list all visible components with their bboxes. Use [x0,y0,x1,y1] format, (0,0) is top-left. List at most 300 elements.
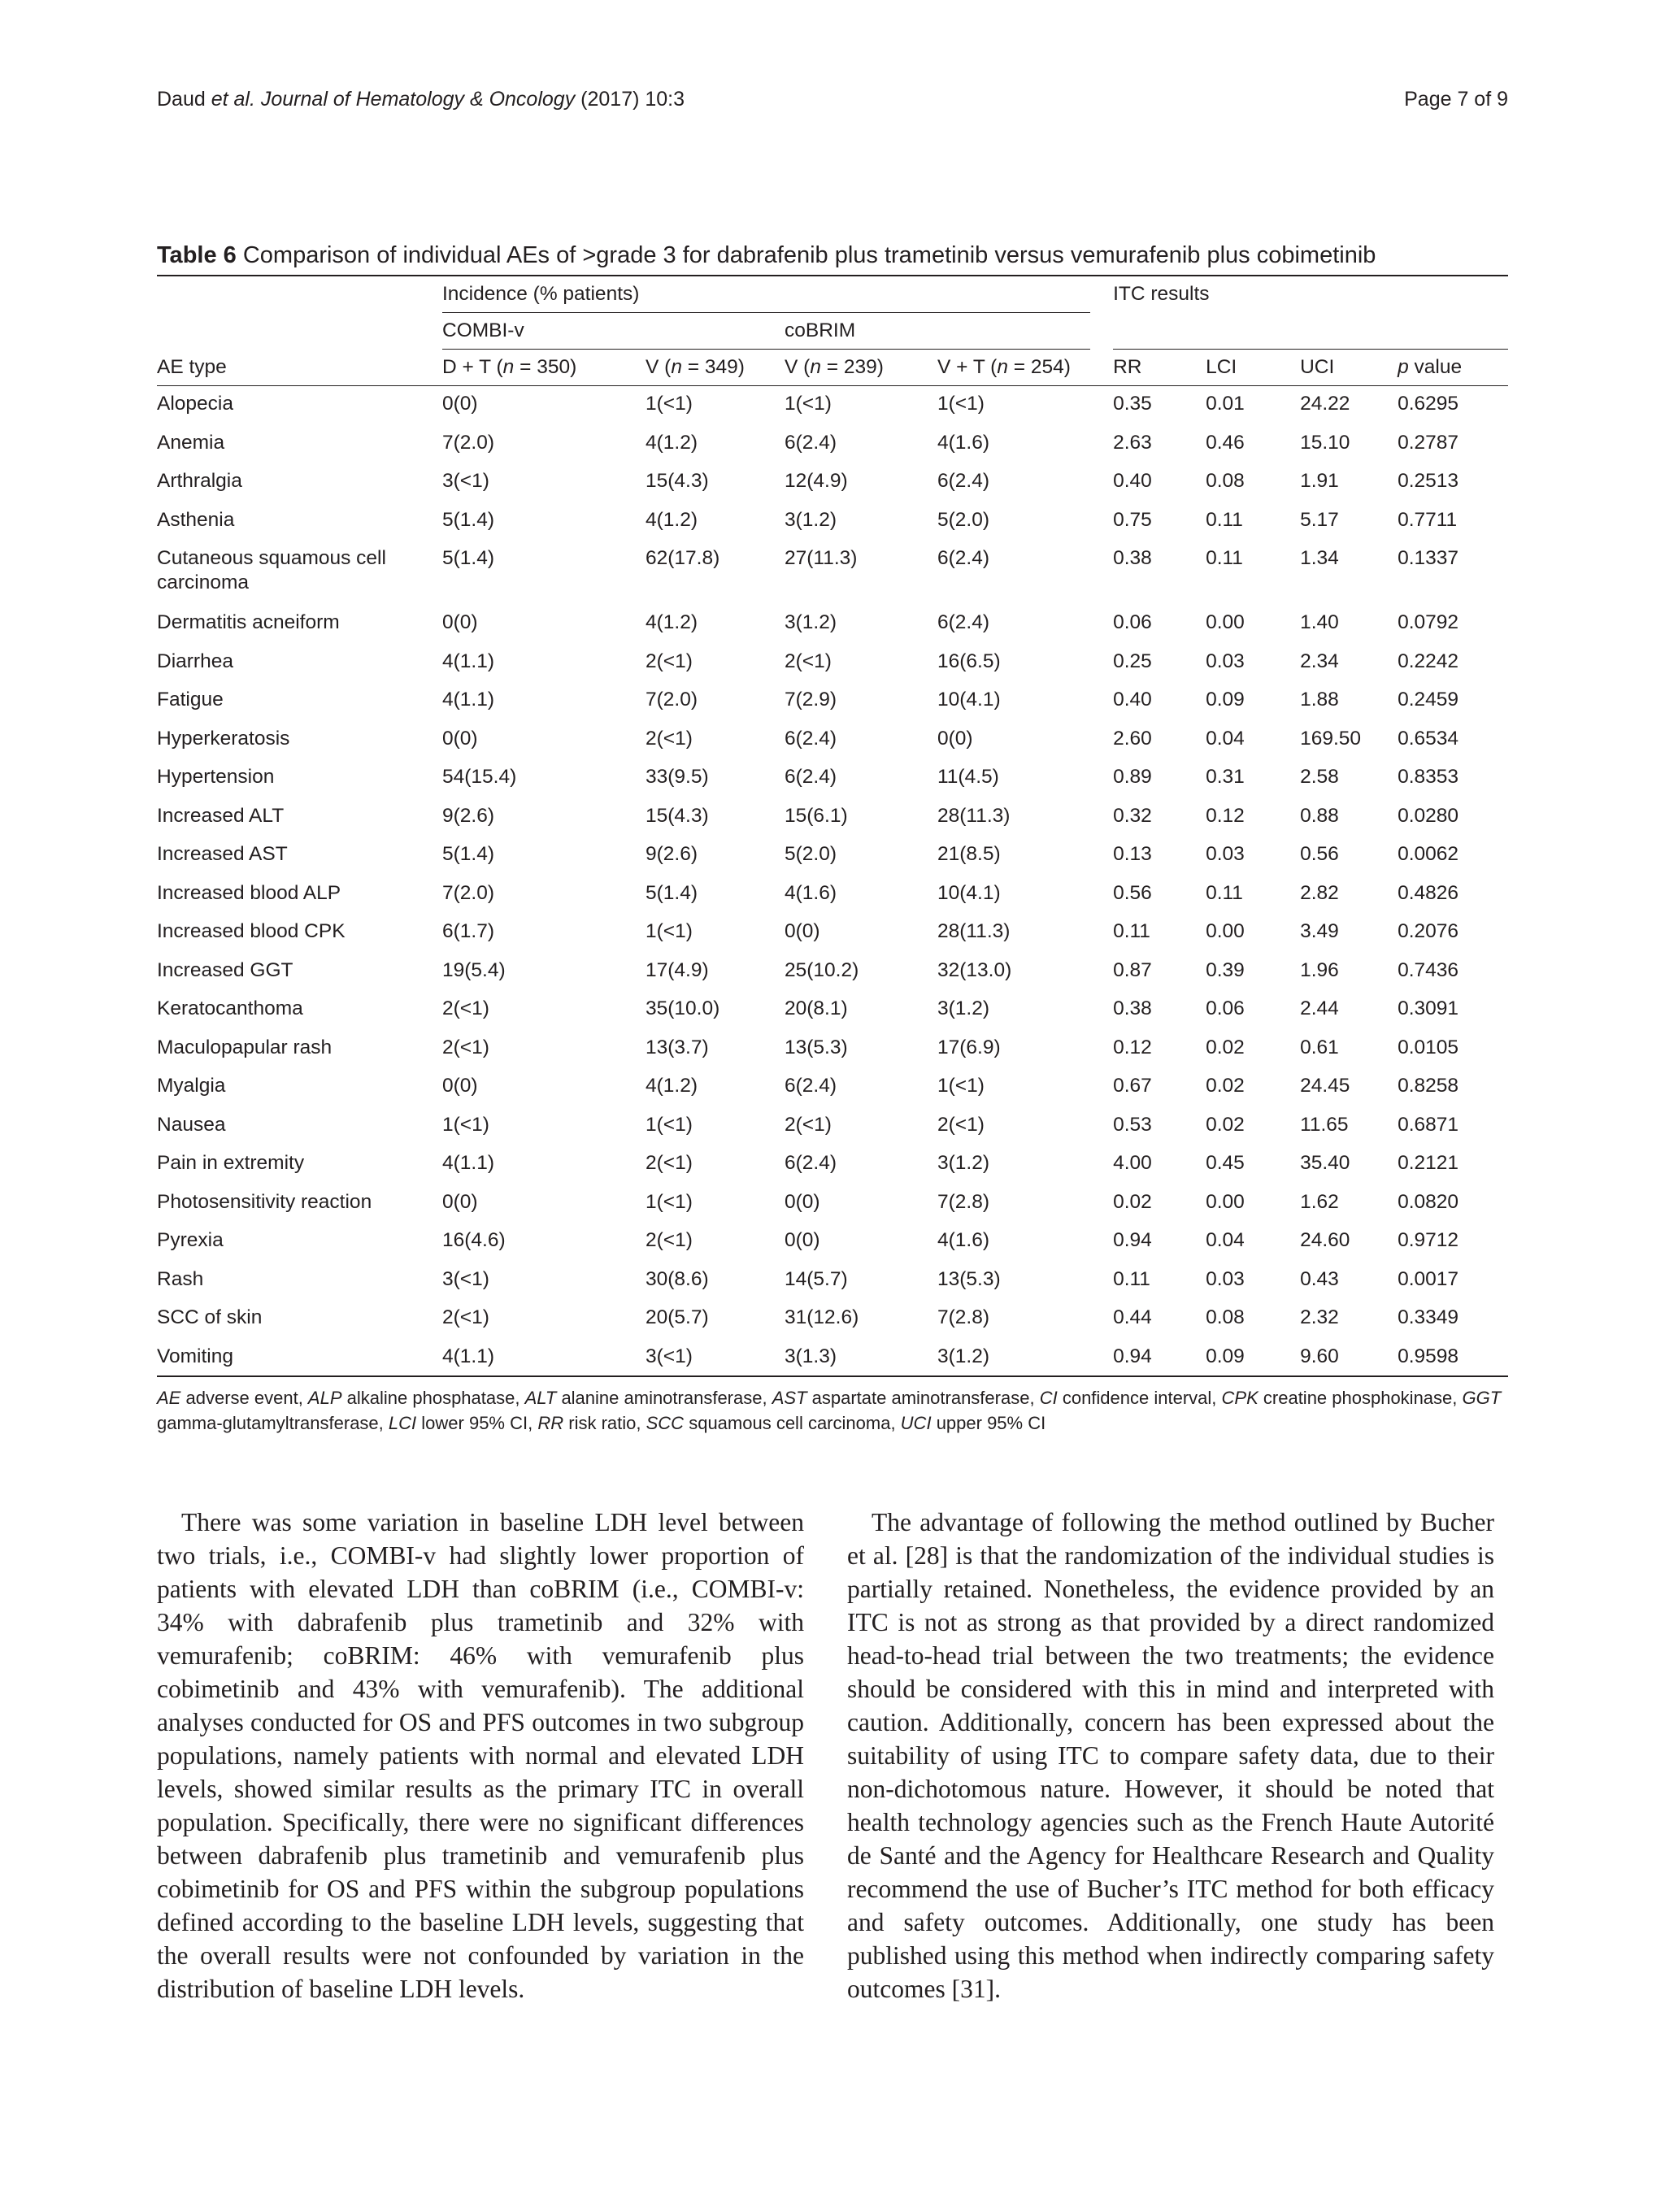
ae-type-cell: Vomiting [157,1345,233,1367]
uci-cell: 1.40 [1300,611,1339,633]
vt-254-cell: 0(0) [937,727,973,750]
dt-350-cell: 5(1.4) [442,843,495,865]
uci-cell: 2.34 [1300,650,1339,672]
p-value-cell: 0.0062 [1398,843,1459,865]
dt-350-cell: 2(<1) [442,997,489,1019]
p-value-cell: 0.0280 [1398,804,1459,827]
v-239-cell: 0(0) [785,920,820,942]
rr-cell: 0.02 [1113,1190,1152,1213]
table-row [157,759,1508,798]
dt-350-cell: 0(0) [442,1075,478,1097]
table-footnote: AE adverse event, ALP alkaline phosphatase, ALT alanine aminotransferase, AST aspartate aminotransferase, CI confidence interval, CPK creatine phosphokinase, GGT gamma-glutamyltransferase, LCI lower 95% CI, RR risk ratio, SCC squamous cell carcinoma, UCI upper 95% CI [157,1387,1502,1433]
v-239-cell: 3(1.2) [785,611,837,633]
vt-254-cell: 7(2.8) [937,1306,990,1328]
table-row [157,1068,1508,1107]
footnote-def: creatine phosphokinase [1263,1387,1453,1408]
v-239-cell: 13(5.3) [785,1036,848,1058]
rr-cell: 0.32 [1113,804,1152,827]
footnote-abbr: SCC [646,1412,685,1433]
p-value-cell: 0.0820 [1398,1190,1459,1213]
ae-type-cell: Arthralgia [157,470,242,492]
p-value-cell: 0.7436 [1398,958,1459,981]
rr-cell: 0.67 [1113,1075,1152,1097]
rr-cell: 4.00 [1113,1152,1152,1174]
footnote-abbr: AST [772,1387,807,1408]
footnote-abbr: UCI [900,1412,932,1433]
body-paragraph-bucher: The advantage of following the method outlined by Bucher et al. [28] is that the randomization of the individual studies is partially retained. Nonetheless, the evidence provided by an ITC is not as strong as that provided by a direct randomized head-to-head trial between the two treatments; the evidence should be considered with this in mind and interpreted with caution. Additionally, concern has been expressed about the suitability of using ITC to compare safety data, due to their non-dichotomous nature. However, it should be noted that health technology agencies such as the French Haute Autorité de Santé and the Agency for Healthcare Research and Quality recommend the use of Bucher’s ITC method for both efficacy and safety outcomes. Additionally, one study has been published using this method when indirectly comparing safety outcomes [31]. [847,1508,1494,2003]
v-239-cell: 3(1.3) [785,1345,837,1367]
v-349-cell: 15(4.3) [646,470,709,492]
p-value-cell: 0.0792 [1398,611,1459,633]
dt-350-cell: 16(4.6) [442,1229,506,1251]
dt-350-cell: 0(0) [442,1190,478,1213]
lci-cell: 0.09 [1206,689,1245,711]
vt-254-cell: 1(<1) [937,1075,985,1097]
lci-cell: 0.01 [1206,393,1245,415]
dt-350-cell: 5(1.4) [442,508,495,531]
lci-cell: 0.45 [1206,1152,1245,1174]
table-caption [157,241,1508,270]
ae-type-cell: Increased ALT [157,804,285,827]
ae-type-cell: Rash [157,1267,204,1290]
rr-cell: 0.40 [1113,689,1152,711]
vt-254-cell: 28(11.3) [937,804,1011,827]
v-239-cell: 2(<1) [785,650,832,672]
p-value-cell: 0.8258 [1398,1075,1459,1097]
p-value-cell: 0.0105 [1398,1036,1459,1058]
table-row [157,1262,1508,1301]
authors: Daud [157,88,206,111]
dt-350-cell: 2(<1) [442,1306,489,1328]
v-349-cell: 17(4.9) [646,958,709,981]
ae-type-cell: Myalgia [157,1075,226,1097]
combi-v-header: COMBI-v [442,313,785,350]
ae-type-cell: Asthenia [157,508,235,531]
lci-cell: 0.31 [1206,766,1245,788]
p-value-cell: 0.1337 [1398,547,1459,569]
table-row [157,463,1508,502]
lci-cell: 0.11 [1206,881,1243,904]
header-row-trials [157,313,1508,350]
vt-254-cell: 11(4.5) [937,766,999,788]
vt-254-cell: 5(2.0) [937,508,990,531]
table-row [157,798,1508,837]
table-row [157,721,1508,760]
vt-254-cell: 32(13.0) [937,958,1012,981]
uci-cell: 1.96 [1300,958,1339,981]
v-239-cell: 31(12.6) [785,1306,859,1328]
table-row [157,1339,1508,1376]
rr-cell: 0.25 [1113,650,1152,672]
ae-type-cell: Cutaneous squamous cell carcinoma [157,547,386,593]
vt-254-cell: 6(2.4) [937,547,990,569]
footnote-abbr: CPK [1221,1387,1259,1408]
footnote-def: gamma-glutamyltransferase [157,1412,379,1433]
v-349-cell: 4(1.2) [646,431,698,454]
lci-cell: 0.03 [1206,1267,1245,1290]
lci-cell: 0.00 [1206,920,1245,942]
rr-cell: 0.56 [1113,881,1152,904]
body-paragraph-ldh: There was some variation in baseline LDH level between two trials, i.e., COMBI-v had slightly lower proportion of patients with elevated LDH than coBRIM (i.e., COMBI-v: 34% with dabrafenib plus trametinib and 32% with vemurafenib; coBRIM: 46% with vemurafenib plus cobimetinib and 43% with vemurafenib). The additional analyses conducted for OS and PFS outcomes in two subgroup populations, namely patients with normal and elevated LDH levels, showed similar results as the primary ITC in overall population. Specifically, there were no significant differences between dabrafenib plus trametinib and vemurafenib plus cobimetinib for OS and PFS within the subgroup populations defined according to the baseline LDH levels, suggesting that the overall results were not confounded by variation in the distribution of baseline LDH levels. [157,1508,804,2003]
rr-cell: 0.38 [1113,547,1152,569]
table-row [157,1300,1508,1339]
dt-350-cell: 2(<1) [442,1036,489,1058]
col-v-349: V (n = 349) [646,356,745,378]
footnote-abbr: ALP [307,1387,342,1408]
footnote-def: upper 95% CI [936,1412,1046,1433]
uci-cell: 1.34 [1300,547,1339,569]
ae-type-cell: Anemia [157,431,225,454]
dt-350-cell: 4(1.1) [442,1152,495,1174]
table-row [157,1184,1508,1223]
ae-type-cell: Diarrhea [157,650,233,672]
footnote-def: squamous cell carcinoma [689,1412,891,1433]
rr-cell: 2.63 [1113,431,1152,454]
uci-cell: 0.88 [1300,804,1339,827]
year-volume: (2017) 10:3 [580,88,685,111]
rr-cell: 0.12 [1113,1036,1152,1058]
footnote-abbr: GGT [1462,1387,1502,1408]
rr-cell: 2.60 [1113,727,1152,750]
v-239-cell: 7(2.9) [785,689,837,711]
uci-cell: 11.65 [1300,1113,1349,1136]
lci-cell: 0.11 [1206,508,1243,531]
p-value-cell: 0.8353 [1398,766,1459,788]
v-349-cell: 15(4.3) [646,804,709,827]
col-v-239: V (n = 239) [785,356,884,378]
cobrim-header: coBRIM [785,313,1090,350]
dt-350-cell: 7(2.0) [442,431,495,454]
v-239-cell: 0(0) [785,1190,820,1213]
rr-cell: 0.06 [1113,611,1152,633]
lci-cell: 0.11 [1206,547,1243,569]
v-239-cell: 4(1.6) [785,881,837,904]
table-row [157,876,1508,915]
vt-254-cell: 13(5.3) [937,1267,1001,1290]
lci-cell: 0.04 [1206,1229,1245,1251]
v-349-cell: 20(5.7) [646,1306,709,1328]
p-value-cell: 0.2121 [1398,1152,1459,1174]
uci-cell: 5.17 [1300,508,1339,531]
v-239-cell: 6(2.4) [785,766,837,788]
uci-cell: 24.22 [1300,393,1350,415]
p-value-cell: 0.9598 [1398,1345,1459,1367]
table-row [157,644,1508,683]
vt-254-cell: 10(4.1) [937,881,1001,904]
v-349-cell: 1(<1) [646,920,693,942]
table-row [157,502,1508,541]
lci-cell: 0.06 [1206,997,1245,1019]
page-number: Page 7 of 9 [1404,88,1508,111]
table-row [157,682,1508,721]
footnote-abbr: LCI [388,1412,417,1433]
vt-254-cell: 28(11.3) [937,920,1011,942]
rr-cell: 0.13 [1113,843,1152,865]
ae-type-cell: Dermatitis acneiform [157,611,340,633]
v-349-cell: 1(<1) [646,393,693,415]
dt-350-cell: 19(5.4) [442,958,506,981]
uci-cell: 169.50 [1300,727,1361,750]
dt-350-cell: 1(<1) [442,1113,489,1136]
rr-cell: 0.35 [1113,393,1152,415]
p-value-cell: 0.6295 [1398,393,1459,415]
ae-type-cell: SCC of skin [157,1306,263,1328]
lci-cell: 0.02 [1206,1036,1245,1058]
dt-350-cell: 7(2.0) [442,881,495,904]
rr-cell: 0.11 [1113,920,1150,942]
v-239-cell: 25(10.2) [785,958,859,981]
lci-cell: 0.08 [1206,1306,1245,1328]
uci-cell: 0.56 [1300,843,1339,865]
v-349-cell: 1(<1) [646,1113,693,1136]
vt-254-cell: 6(2.4) [937,611,990,633]
lci-cell: 0.39 [1206,958,1245,981]
rr-cell: 0.89 [1113,766,1152,788]
v-349-cell: 4(1.2) [646,611,698,633]
v-349-cell: 30(8.6) [646,1267,709,1290]
v-349-cell: 4(1.2) [646,508,698,531]
ae-table-body [157,386,1508,1376]
v-349-cell: 62(17.8) [646,547,720,569]
rr-cell: 0.75 [1113,508,1152,531]
table-caption-text: Comparison of individual AEs of >grade 3 for dabrafenib plus trametinib versus vemurafenib plus cobimetinib [242,242,1376,268]
uci-cell: 1.62 [1300,1190,1339,1213]
dt-350-cell: 0(0) [442,611,478,633]
v-349-cell: 33(9.5) [646,766,709,788]
v-349-cell: 2(<1) [646,727,693,750]
vt-254-cell: 4(1.6) [937,431,990,454]
vt-254-cell: 3(1.2) [937,997,990,1019]
dt-350-cell: 4(1.1) [442,689,495,711]
v-349-cell: 2(<1) [646,1152,693,1174]
vt-254-cell: 3(1.2) [937,1152,990,1174]
v-239-cell: 20(8.1) [785,997,848,1019]
footnote-abbr: CI [1039,1387,1058,1408]
footnote-def: risk ratio [568,1412,637,1433]
lci-cell: 0.03 [1206,843,1245,865]
dt-350-cell: 6(1.7) [442,920,495,942]
vt-254-cell: 16(6.5) [937,650,1001,672]
footnote-def: confidence interval [1062,1387,1212,1408]
col-p-value: p value [1398,356,1463,378]
footnote-abbr: ALT [524,1387,557,1408]
ae-type-cell: Pain in extremity [157,1152,305,1174]
uci-cell: 0.61 [1300,1036,1339,1058]
v-239-cell: 6(2.4) [785,1152,837,1174]
lci-cell: 0.02 [1206,1113,1245,1136]
lci-cell: 0.00 [1206,611,1245,633]
dt-350-cell: 0(0) [442,393,478,415]
rr-cell: 0.94 [1113,1229,1152,1251]
p-value-cell: 0.2787 [1398,431,1459,454]
body-column-left [157,1506,804,2006]
vt-254-cell: 2(<1) [937,1113,985,1136]
p-value-cell: 0.7711 [1398,508,1458,531]
table-row [157,541,1508,605]
vt-254-cell: 3(1.2) [937,1345,990,1367]
running-head [157,88,1508,120]
col-uci: UCI [1300,356,1335,378]
uci-cell: 1.91 [1300,470,1339,492]
uci-cell: 3.49 [1300,920,1339,942]
table-row [157,1030,1508,1069]
rr-cell: 0.11 [1113,1267,1150,1290]
v-349-cell: 1(<1) [646,1190,693,1213]
v-349-cell: 2(<1) [646,1229,693,1251]
footnote-def: adverse event [185,1387,298,1408]
uci-cell: 1.88 [1300,689,1339,711]
ae-type-cell: Hypertension [157,766,275,788]
table-row [157,425,1508,464]
footnote-abbr: RR [537,1412,564,1433]
ae-type-cell: Maculopapular rash [157,1036,333,1058]
footnote-def: alanine aminotransferase [561,1387,763,1408]
dt-350-cell: 3(<1) [442,470,489,492]
lci-cell: 0.46 [1206,431,1245,454]
et-al: et al. [211,88,255,111]
p-value-cell: 0.6871 [1398,1113,1459,1136]
table-row [157,1223,1508,1262]
lci-cell: 0.02 [1206,1075,1245,1097]
table-row [157,386,1508,425]
p-value-cell: 0.2242 [1398,650,1459,672]
uci-cell: 2.58 [1300,766,1339,788]
ae-type-cell: Keratocanthoma [157,997,303,1019]
rr-cell: 0.94 [1113,1345,1152,1367]
lci-cell: 0.08 [1206,470,1245,492]
rr-cell: 0.40 [1113,470,1152,492]
uci-cell: 24.60 [1300,1229,1350,1251]
v-239-cell: 6(2.4) [785,1075,837,1097]
ae-type-cell: Alopecia [157,393,233,415]
v-239-cell: 2(<1) [785,1113,832,1136]
table-row [157,991,1508,1030]
ae-table [157,275,1508,1377]
v-349-cell: 9(2.6) [646,843,698,865]
body-column-right [847,1506,1494,2006]
ae-type-cell: Hyperkeratosis [157,727,290,750]
col-dt-350: D + T (n = 350) [442,356,577,378]
dt-350-cell: 0(0) [442,727,478,750]
v-349-cell: 35(10.0) [646,997,720,1019]
p-value-cell: 0.0017 [1398,1267,1459,1290]
v-349-cell: 4(1.2) [646,1075,698,1097]
lci-cell: 0.00 [1206,1190,1245,1213]
col-rr: RR [1113,356,1142,378]
v-239-cell: 12(4.9) [785,470,848,492]
uci-cell: 0.43 [1300,1267,1339,1290]
table-row [157,1145,1508,1184]
rr-cell: 0.87 [1113,958,1152,981]
p-value-cell: 0.6534 [1398,727,1459,750]
vt-254-cell: 1(<1) [937,393,985,415]
uci-cell: 24.45 [1300,1075,1350,1097]
footnote-def: lower 95% CI [421,1412,528,1433]
table-row [157,914,1508,953]
v-349-cell: 7(2.0) [646,689,698,711]
v-349-cell: 13(3.7) [646,1036,709,1058]
ae-type-cell: Increased blood CPK [157,920,346,942]
uci-cell: 15.10 [1300,431,1350,454]
col-lci: LCI [1206,356,1237,378]
table-row [157,605,1508,644]
col-vt-254: V + T (n = 254) [937,356,1071,378]
v-239-cell: 27(11.3) [785,547,858,569]
p-value-cell: 0.2076 [1398,920,1459,942]
uci-cell: 2.82 [1300,881,1339,904]
v-239-cell: 3(1.2) [785,508,837,531]
itc-header: ITC results [1113,283,1210,306]
ae-type-cell: Photosensitivity reaction [157,1190,372,1213]
table-row [157,953,1508,992]
vt-254-cell: 4(1.6) [937,1229,990,1251]
incidence-header: Incidence (% patients) [442,276,1090,313]
ae-type-cell: Increased AST [157,843,288,865]
vt-254-cell: 10(4.1) [937,689,1001,711]
ae-type-cell: Increased GGT [157,958,293,981]
table-label: Table 6 [157,242,237,268]
ae-type-cell: Nausea [157,1113,226,1136]
dt-350-cell: 3(<1) [442,1267,489,1290]
p-value-cell: 0.9712 [1398,1229,1459,1251]
vt-254-cell: 7(2.8) [937,1190,990,1213]
ae-type-cell: Pyrexia [157,1229,224,1251]
v-239-cell: 6(2.4) [785,431,837,454]
vt-254-cell: 6(2.4) [937,470,990,492]
v-349-cell: 5(1.4) [646,881,698,904]
dt-350-cell: 54(15.4) [442,766,517,788]
ae-type-cell: Increased blood ALP [157,881,341,904]
table-row [157,1107,1508,1146]
v-239-cell: 14(5.7) [785,1267,848,1290]
ae-type-cell: Fatigue [157,689,224,711]
journal-name: Journal of Hematology & Oncology [260,88,576,111]
header-row-groups [157,276,1508,313]
header-row-columns [157,350,1508,386]
p-value-cell: 0.3349 [1398,1306,1459,1328]
rr-cell: 0.38 [1113,997,1152,1019]
v-349-cell: 2(<1) [646,650,693,672]
p-value-cell: 0.2459 [1398,689,1459,711]
rr-cell: 0.44 [1113,1306,1152,1328]
v-239-cell: 5(2.0) [785,843,837,865]
dt-350-cell: 4(1.1) [442,650,495,672]
citation [157,88,685,111]
uci-cell: 9.60 [1300,1345,1339,1367]
p-value-cell: 0.2513 [1398,470,1459,492]
vt-254-cell: 17(6.9) [937,1036,1001,1058]
footnote-def: aspartate aminotransferase [811,1387,1030,1408]
col-ae-type: AE type [157,355,227,378]
uci-cell: 35.40 [1300,1152,1350,1174]
p-value-cell: 0.3091 [1398,997,1459,1019]
v-239-cell: 1(<1) [785,393,832,415]
lci-cell: 0.04 [1206,727,1245,750]
rr-cell: 0.53 [1113,1113,1152,1136]
v-349-cell: 3(<1) [646,1345,693,1367]
v-239-cell: 15(6.1) [785,804,848,827]
footnote-abbr: AE [157,1387,181,1408]
lci-cell: 0.09 [1206,1345,1245,1367]
uci-cell: 2.32 [1300,1306,1339,1328]
vt-254-cell: 21(8.5) [937,843,1001,865]
dt-350-cell: 9(2.6) [442,804,495,827]
lci-cell: 0.12 [1206,804,1245,827]
p-value-cell: 0.4826 [1398,881,1459,904]
table-row [157,837,1508,876]
v-239-cell: 0(0) [785,1229,820,1251]
dt-350-cell: 5(1.4) [442,547,495,569]
